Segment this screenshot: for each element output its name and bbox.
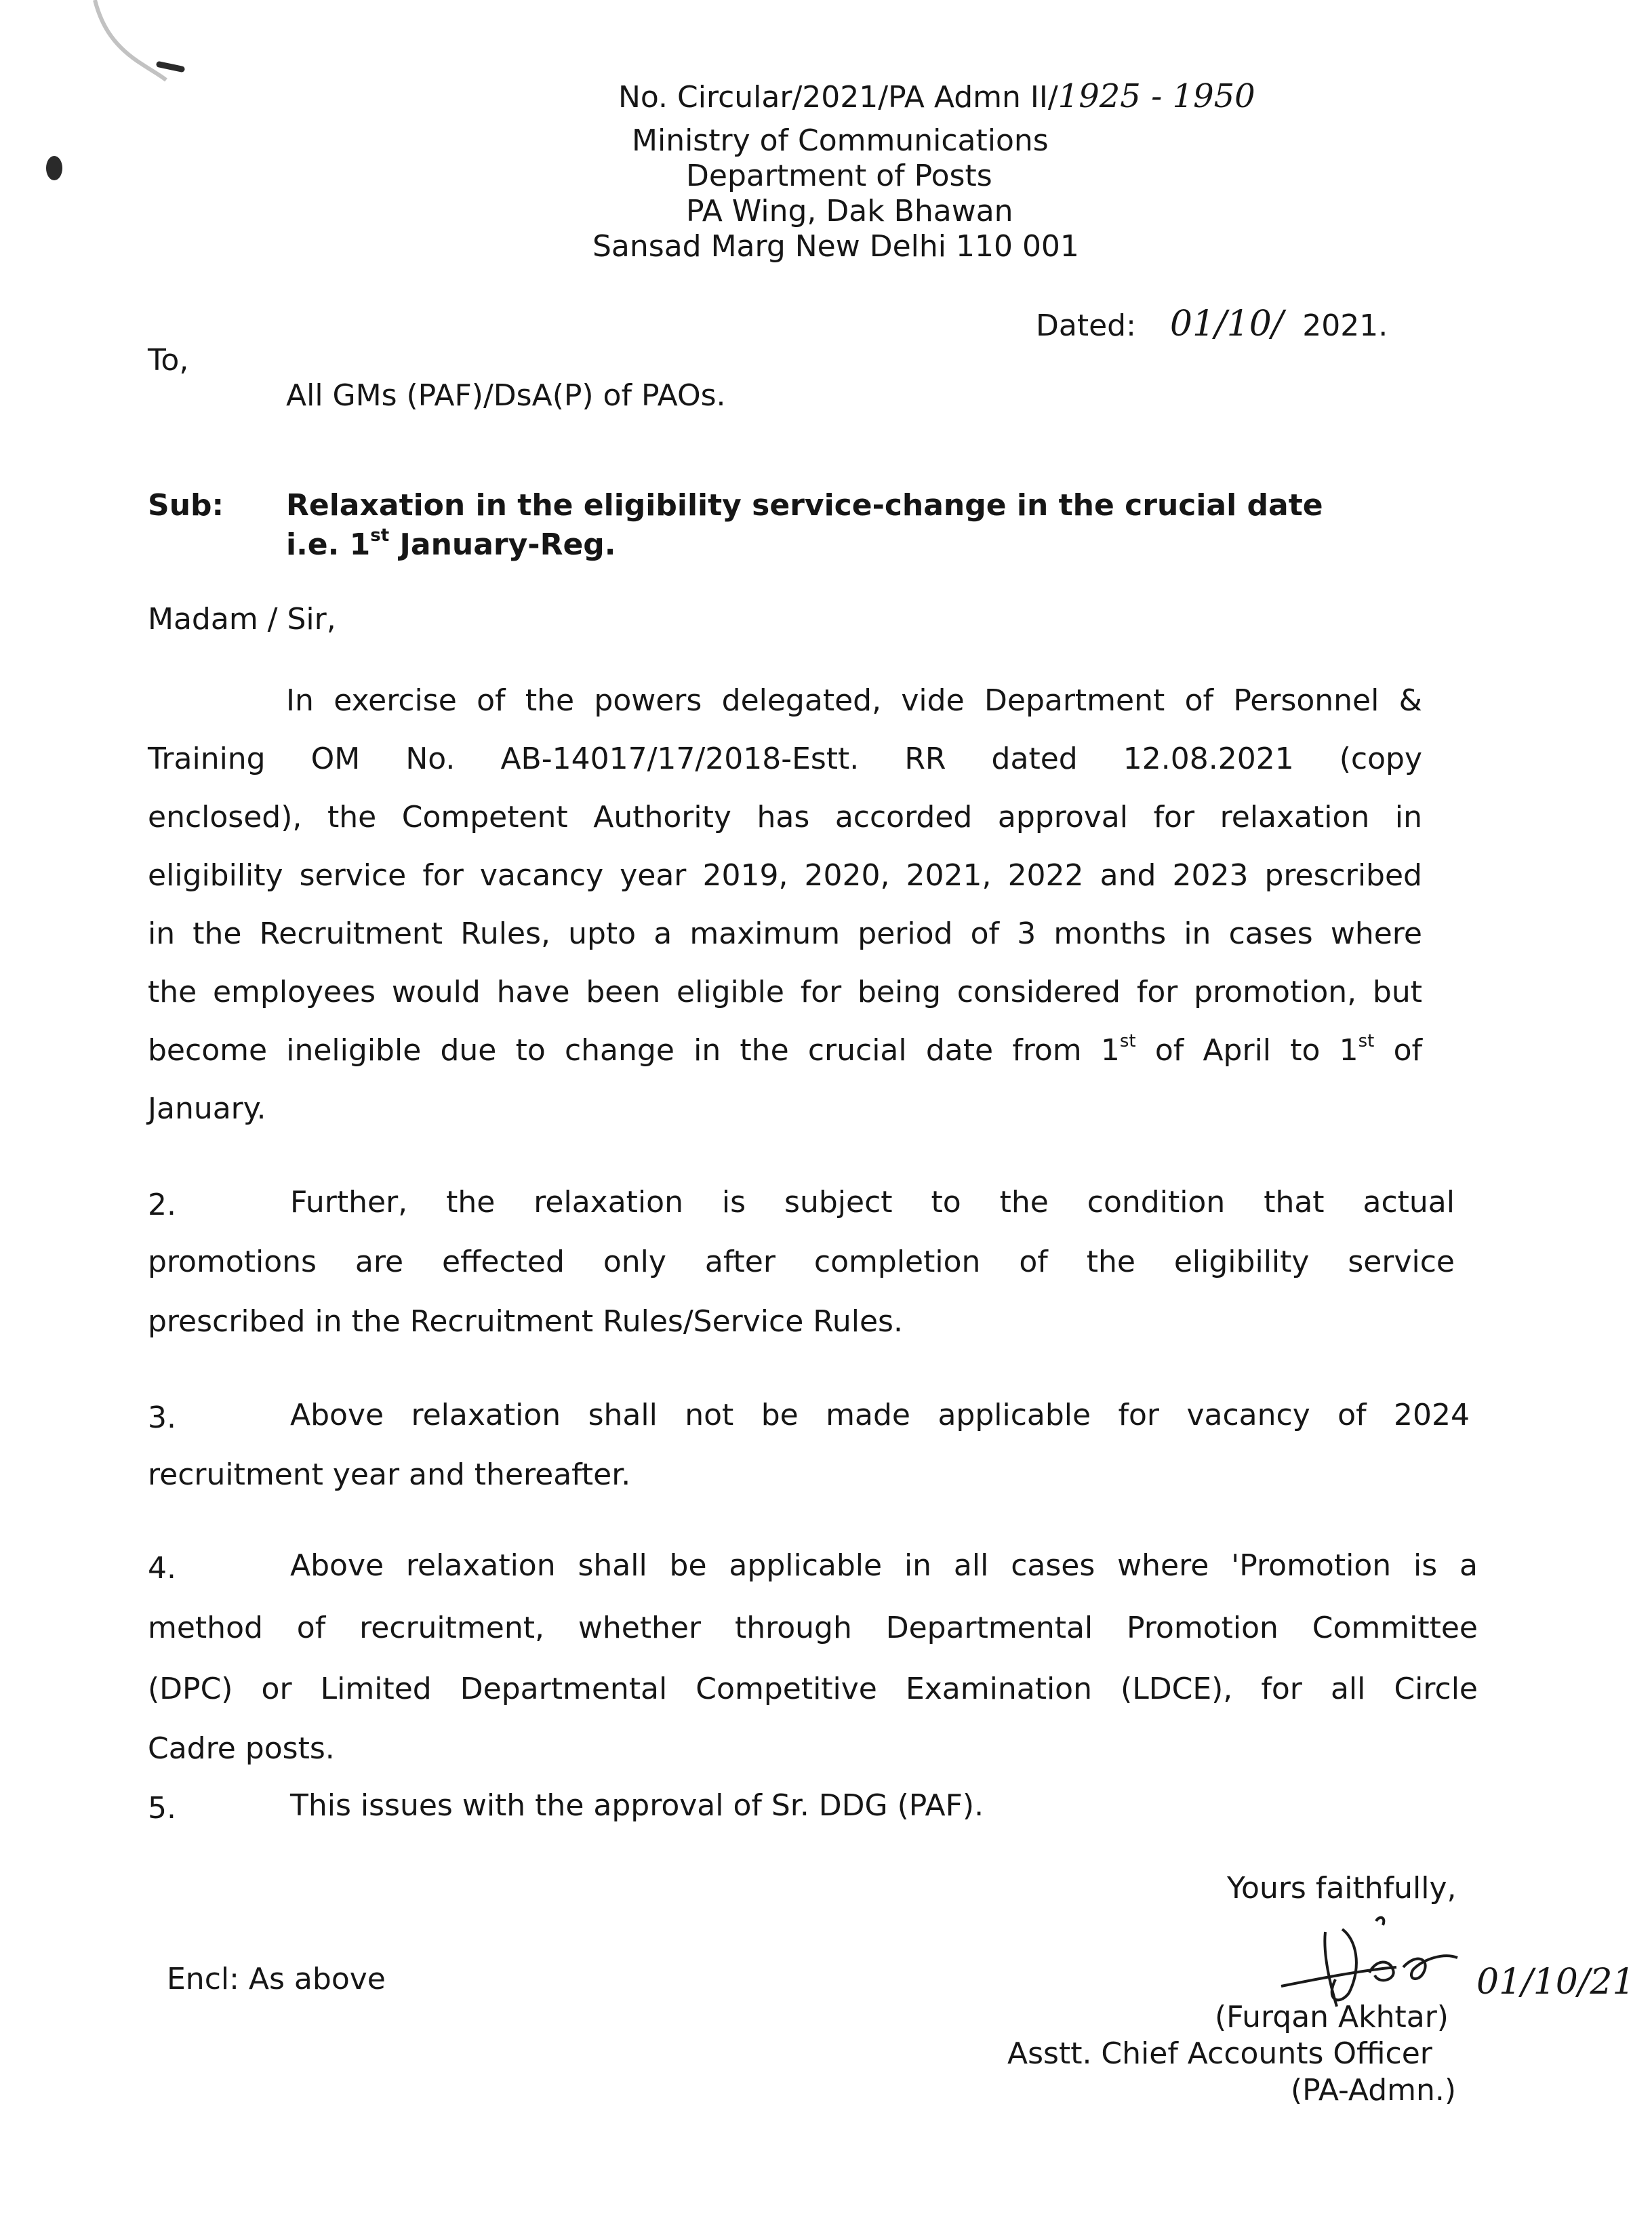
para1-line-7-sup-1: st xyxy=(1119,1031,1136,1052)
para2-line-1: Further, the relaxation is subject to the condition that actual xyxy=(290,1185,1455,1220)
para4-line-4: Cadre posts. xyxy=(148,1731,335,1766)
ministry-name: Ministry of Communications xyxy=(632,123,1049,158)
circular-number xyxy=(618,76,1255,118)
yours-faithfully: Yours faithfully, xyxy=(1227,1871,1457,1906)
para1-line-7-b: of April to 1 xyxy=(1135,1033,1358,1068)
office-address: Sansad Marg New Delhi 110 001 xyxy=(592,229,1079,264)
date-line xyxy=(1036,304,1388,346)
para5-line-1: This issues with the approval of Sr. DDG (PAF). xyxy=(290,1788,984,1823)
para1-line-5: in the Recruitment Rules, upto a maximum period of 3 months in cases where xyxy=(148,916,1422,951)
subject-line-2-b: January-Reg. xyxy=(389,527,616,562)
subject-line-2 xyxy=(286,525,616,565)
para1-line-3: enclosed), the Competent Authority has accorded approval for relaxation in xyxy=(148,800,1422,834)
signatory-designation: Asstt. Chief Accounts Officer xyxy=(1007,2036,1432,2071)
salutation: Madam / Sir, xyxy=(148,602,336,637)
para1-line-4: eligibility service for vacancy year 2019, 2020, 2021, 2022 and 2023 prescribed xyxy=(148,858,1422,893)
date-handwritten: 01/10/ xyxy=(1169,304,1284,344)
para2-number: 2. xyxy=(148,1188,176,1222)
to-label: To, xyxy=(148,343,189,378)
para4-line-2: method of recruitment, whether through Departmental Promotion Committee xyxy=(148,1611,1478,1645)
subject-line-2-a: i.e. 1 xyxy=(286,527,371,562)
para4-number: 4. xyxy=(148,1551,176,1586)
department-name: Department of Posts xyxy=(686,159,992,193)
para2-line-2: promotions are effected only after completion of the eligibility service xyxy=(148,1245,1455,1279)
para1-line-1: In exercise of the powers delegated, vide Department of Personnel & xyxy=(286,683,1422,718)
signature-date: 01/10/21 xyxy=(1476,1962,1635,2002)
date-year: 2021. xyxy=(1302,308,1388,343)
para5-number: 5. xyxy=(148,1791,176,1826)
subject-label: Sub: xyxy=(148,488,224,523)
para1-line-2: Training OM No. AB-14017/17/2018-Estt. RR dated 12.08.2021 (copy xyxy=(148,742,1422,776)
circular-number-typed: No. Circular/2021/PA Admn II/ xyxy=(618,80,1058,115)
para3-line-2: recruitment year and thereafter. xyxy=(148,1457,631,1492)
para1-line-7 xyxy=(148,1030,1422,1071)
para1-line-7-sup-2: st xyxy=(1358,1031,1375,1052)
para2-line-3: prescribed in the Recruitment Rules/Service Rules. xyxy=(148,1304,903,1339)
para1-line-8: January. xyxy=(148,1091,266,1126)
para1-line-7-c: of xyxy=(1374,1033,1422,1068)
signatory-name: (Furqan Akhtar) xyxy=(1215,2000,1449,2034)
para1-line-6: the employees would have been eligible for being considered for promotion, but xyxy=(148,975,1422,1009)
wing-name: PA Wing, Dak Bhawan xyxy=(686,194,1013,228)
subject-line-1: Relaxation in the eligibility service-change in the crucial date xyxy=(286,488,1323,523)
signatory-section: (PA-Admn.) xyxy=(1291,2073,1457,2108)
circular-number-handwritten: 1925 - 1950 xyxy=(1057,77,1255,115)
subject-line-2-sup: st xyxy=(370,525,390,546)
scan-blot-left xyxy=(46,156,62,180)
scan-dash-top-left xyxy=(159,64,182,69)
para4-line-3: (DPC) or Limited Departmental Competitive Examination (LDCE), for all Circle xyxy=(148,1672,1478,1706)
recipients: All GMs (PAF)/DsA(P) of PAOs. xyxy=(286,378,726,413)
para4-line-1: Above relaxation shall be applicable in all cases where 'Promotion is a xyxy=(290,1548,1478,1583)
para3-number: 3. xyxy=(148,1400,176,1435)
date-label: Dated: xyxy=(1036,308,1136,343)
enclosure: Encl: As above xyxy=(167,1962,386,1996)
para3-line-1: Above relaxation shall not be made applicable for vacancy of 2024 xyxy=(290,1398,1470,1432)
scan-smudge-top-left xyxy=(95,0,166,80)
para1-line-7-a: become ineligible due to change in the crucial date from 1 xyxy=(148,1033,1120,1068)
